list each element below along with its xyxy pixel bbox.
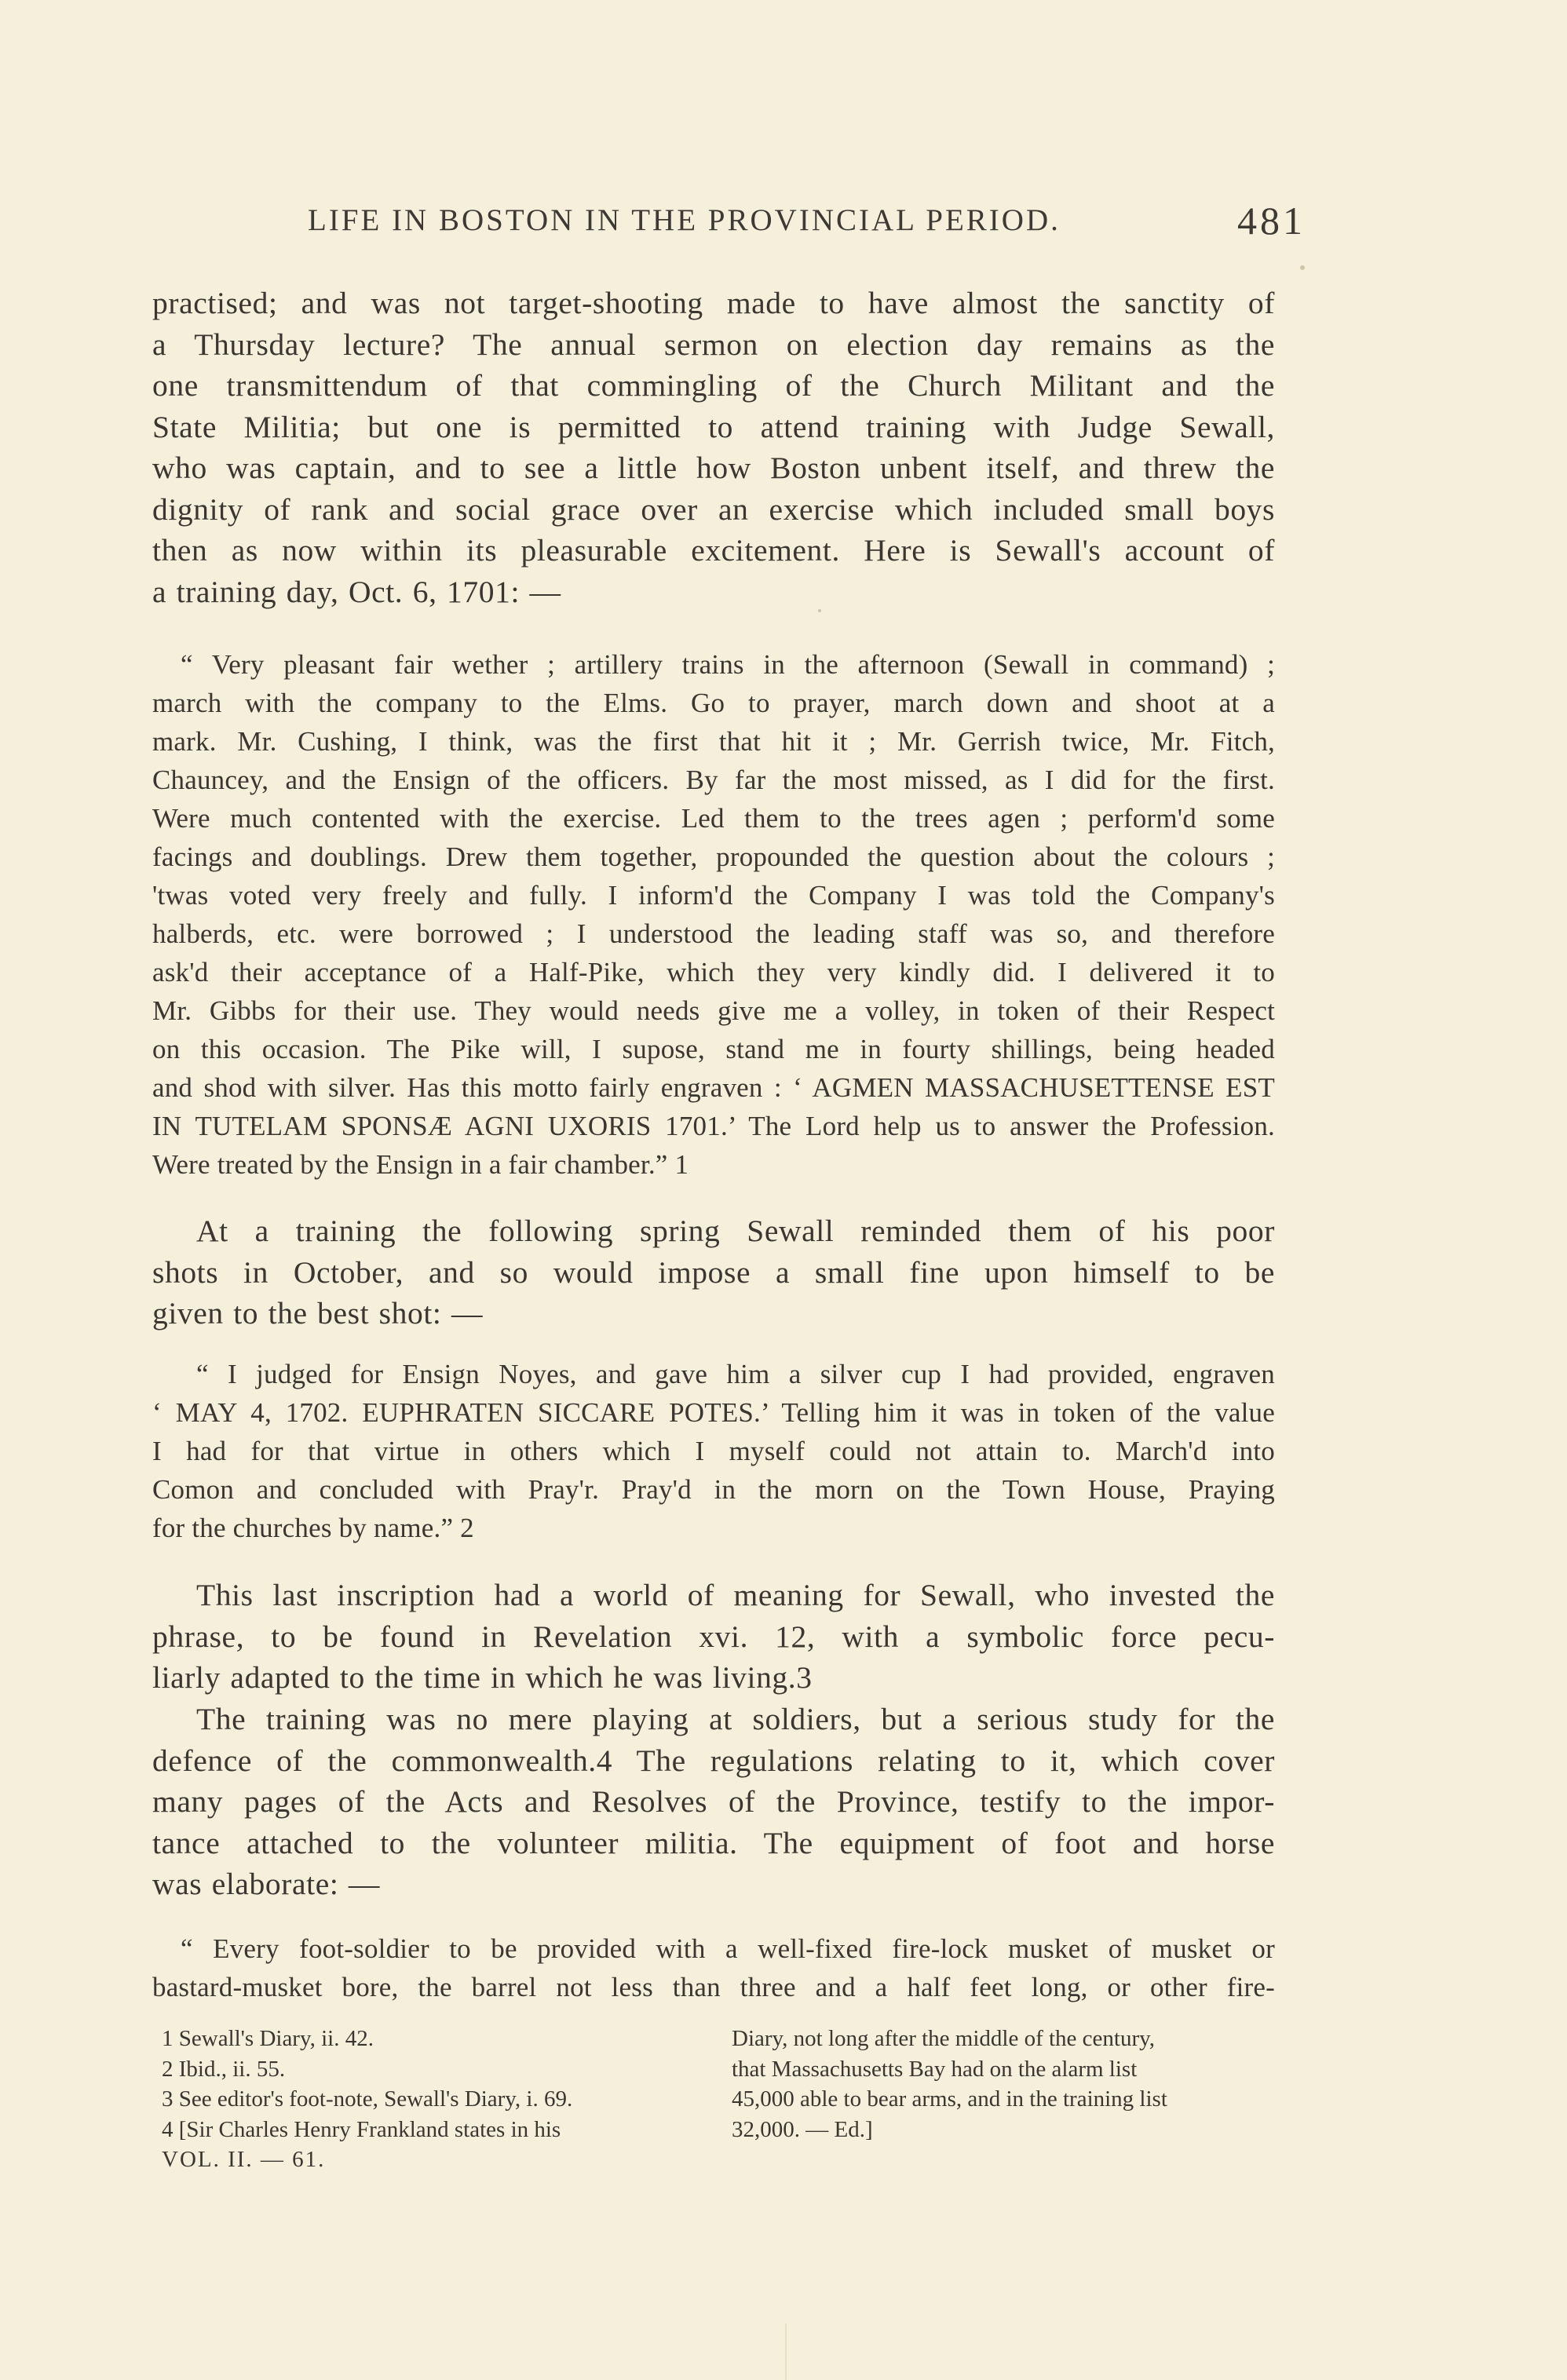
- text-line: shots in October, and so would impose a small fine upon himself to be: [152, 1254, 1275, 1290]
- text-line: one transmittendum of that commingling of the Church Militant and the: [152, 368, 1275, 403]
- quote-line: IN TUTELAM SPONSÆ AGNI UXORIS 1701.’ The Lord help us to answer the Profession.: [152, 1111, 1275, 1141]
- text-line: At a training the following spring Sewall reminded them of his poor: [196, 1214, 1275, 1248]
- quote-line: Were treated by the Ensign in a fair chamber.” 1: [152, 1149, 689, 1180]
- footnote-2: 2 Ibid., ii. 55.: [162, 2056, 286, 2082]
- quote-line: halberds, etc. were borrowed ; I understood the leading staff was so, and therefore: [152, 918, 1275, 949]
- quote-line: “ Every foot-soldier to be provided with a well-fixed fire-lock musket of musket or: [181, 1933, 1275, 1964]
- footnote-4-continued: 45,000 able to bear arms, and in the training list: [732, 2086, 1167, 2112]
- footnote-4: 4 [Sir Charles Henry Frankland states in his: [162, 2116, 561, 2142]
- running-title: LIFE IN BOSTON IN THE PROVINCIAL PERIOD.: [308, 203, 1061, 237]
- paper-speck: [818, 609, 821, 612]
- footnote-4-continued: 32,000. — Ed.]: [732, 2116, 873, 2142]
- quote-line: 'twas voted very freely and fully. I inform'd the Company I was told the Company's: [152, 880, 1275, 911]
- text-line: given to the best shot: —: [152, 1296, 484, 1331]
- quote-line: Were much contented with the exercise. Led them to the trees agen ; perform'd some: [152, 803, 1275, 834]
- text-line: many pages of the Acts and Resolves of the Province, testify to the impor-: [152, 1784, 1275, 1819]
- quote-line: and shod with silver. Has this motto fairly engraven : ‘ AGMEN MASSACHUSETTENSE EST: [152, 1072, 1275, 1103]
- quote-line: Chauncey, and the Ensign of the officers. By far the most missed, as I did for the first.: [152, 765, 1275, 795]
- text-line: a training day, Oct. 6, 1701: —: [152, 574, 561, 609]
- text-line: practised; and was not target-shooting made to have almost the sanctity of: [152, 286, 1275, 320]
- footnotes-right-column: [732, 2024, 1280, 2145]
- quote-line: bastard-musket bore, the barrel not less than three and a half feet long, or other fire-: [152, 1972, 1275, 2002]
- paragraph-2: [152, 1210, 1275, 1334]
- paper-fold-mark: [785, 2323, 787, 2380]
- quote-line: Comon and concluded with Pray'r. Pray'd in the morn on the Town House, Praying: [152, 1474, 1275, 1505]
- paragraph-1: [152, 283, 1275, 612]
- paragraph-3: [152, 1575, 1275, 1699]
- quote-line: on this occasion. The Pike will, I supose, stand me in fourty shillings, being headed: [152, 1034, 1275, 1064]
- text-line: State Militia; but one is permitted to attend training with Judge Sewall,: [152, 409, 1275, 444]
- paper-speck: [1300, 265, 1305, 270]
- footnote-3: 3 See editor's foot-note, Sewall's Diary, i. 69.: [162, 2086, 573, 2112]
- quote-line: for the churches by name.” 2: [152, 1513, 474, 1543]
- text-line: a Thursday lecture? The annual sermon on election day remains as the: [152, 327, 1275, 362]
- text-line: phrase, to be found in Revelation xvi. 12, with a symbolic force pecu-: [152, 1619, 1275, 1654]
- signature-mark: VOL. II. — 61.: [162, 2147, 326, 2172]
- quote-line: “ I judged for Ensign Noyes, and gave him a silver cup I had provided, engraven: [196, 1359, 1275, 1389]
- text-line: This last inscription had a world of meaning for Sewall, who invested the: [196, 1578, 1275, 1612]
- footnote-4-continued: Diary, not long after the middle of the century,: [732, 2026, 1156, 2051]
- page-number: 481: [1237, 199, 1306, 243]
- text-line: was elaborate: —: [152, 1867, 380, 1901]
- quote-line: ask'd their acceptance of a Half-Pike, which they very kindly did. I delivered it to: [152, 957, 1275, 987]
- text-line: defence of the commonwealth.4 The regulations relating to it, which cover: [152, 1743, 1275, 1778]
- quote-line: I had for that virtue in others which I myself could not attain to. March'd into: [152, 1436, 1275, 1466]
- quote-line: ‘ MAY 4, 1702. EUPHRATEN SICCARE POTES.’ Telling him it was in token of the value: [152, 1397, 1275, 1428]
- text-line: dignity of rank and social grace over an exercise which included small boys: [152, 491, 1275, 527]
- paragraph-4: [152, 1699, 1275, 1905]
- quote-line: march with the company to the Elms. Go to prayer, march down and shoot at a: [152, 688, 1275, 718]
- footnote-1: 1 Sewall's Diary, ii. 42.: [162, 2026, 374, 2051]
- quote-line: “ Very pleasant fair wether ; artillery trains in the afternoon (Sewall in command) ;: [181, 649, 1275, 680]
- text-line: then as now within its pleasurable excitement. Here is Sewall's account of: [152, 533, 1275, 568]
- text-line: tance attached to the volunteer militia. The equipment of foot and horse: [152, 1825, 1275, 1860]
- quote-line: Mr. Gibbs for their use. They would needs give me a volley, in token of their Respect: [152, 995, 1275, 1026]
- quote-block-3: [152, 1929, 1275, 2006]
- text-line: who was captain, and to see a little how Boston unbent itself, and threw the: [152, 451, 1275, 485]
- footnote-4-continued: that Massachusetts Bay had on the alarm list: [732, 2056, 1138, 2082]
- text-line: The training was no mere playing at soldiers, but a serious study for the: [196, 1702, 1275, 1736]
- quote-line: mark. Mr. Cushing, I think, was the first that hit it ; Mr. Gerrish twice, Mr. Fitch,: [152, 726, 1275, 757]
- text-line: liarly adapted to the time in which he was living.3: [152, 1660, 813, 1695]
- footnotes-left-column: [157, 2024, 722, 2175]
- quote-block-2: [152, 1355, 1275, 1547]
- quote-line: facings and doublings. Drew them together, propounded the question about the colours ;: [152, 841, 1275, 872]
- quote-block-1: [152, 645, 1275, 1184]
